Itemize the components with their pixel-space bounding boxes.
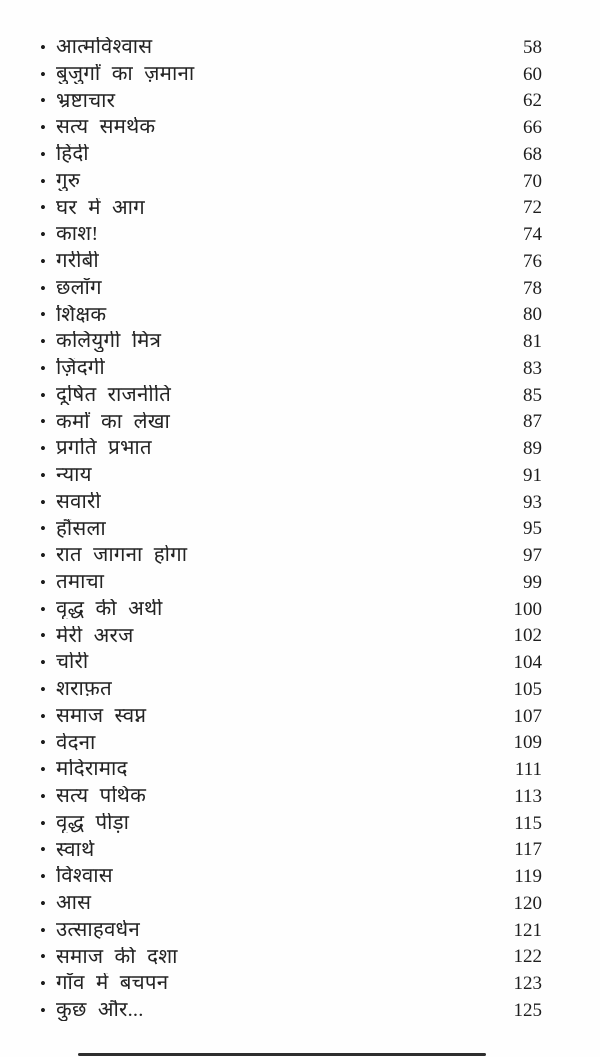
toc-item-title: मेरी अरज bbox=[56, 625, 134, 647]
bullet-icon: • bbox=[40, 358, 46, 378]
bullet-icon: • bbox=[40, 37, 46, 57]
toc-row bbox=[40, 382, 542, 409]
bullet-icon: • bbox=[40, 198, 46, 218]
toc-item-page: 100 bbox=[513, 598, 542, 620]
toc-row bbox=[40, 435, 542, 462]
toc-item-page: 70 bbox=[523, 170, 542, 192]
toc-row bbox=[40, 248, 542, 275]
bullet-icon: • bbox=[40, 332, 46, 352]
toc-item-title: विश्वास bbox=[56, 866, 113, 887]
toc-row bbox=[40, 810, 542, 837]
toc-item-page: 97 bbox=[523, 545, 542, 567]
bullet-icon: • bbox=[40, 706, 46, 726]
toc-item-page: 89 bbox=[523, 438, 542, 460]
bullet-icon: • bbox=[40, 626, 46, 646]
toc-item-page: 120 bbox=[513, 892, 542, 914]
toc-row bbox=[40, 88, 542, 115]
bullet-icon: • bbox=[40, 118, 46, 138]
toc-row bbox=[40, 542, 542, 569]
toc-item-title: न्याय bbox=[56, 465, 92, 486]
bullet-icon: • bbox=[40, 733, 46, 753]
toc-item-title: शराफ़त bbox=[56, 679, 112, 700]
toc-item-title: बुजुर्गों का ज़माना bbox=[56, 63, 195, 85]
toc-item-page: 105 bbox=[513, 678, 542, 700]
bullet-icon: • bbox=[40, 840, 46, 860]
bullet-icon: • bbox=[40, 572, 46, 592]
toc-list bbox=[40, 34, 542, 1024]
toc-row bbox=[40, 997, 542, 1024]
toc-item-title: गरीबी bbox=[56, 251, 99, 272]
page-bottom-scan-line bbox=[78, 1053, 486, 1056]
toc-item-title: घर में आग bbox=[56, 197, 145, 219]
toc-row bbox=[40, 302, 542, 329]
toc-item-page: 60 bbox=[523, 63, 542, 85]
toc-item-page: 125 bbox=[513, 999, 542, 1021]
bullet-icon: • bbox=[40, 546, 46, 566]
toc-row bbox=[40, 114, 542, 141]
toc-row bbox=[40, 275, 542, 302]
toc-row bbox=[40, 328, 542, 355]
bullet-icon: • bbox=[40, 813, 46, 833]
toc-item-page: 123 bbox=[513, 973, 542, 995]
toc-row bbox=[40, 863, 542, 890]
toc-item-page: 91 bbox=[523, 464, 542, 486]
toc-row bbox=[40, 944, 542, 971]
toc-item-title: गुरु bbox=[56, 170, 81, 192]
toc-item-title: ज़िंदगी bbox=[56, 358, 105, 379]
toc-item-title: वृद्ध पीड़ा bbox=[56, 812, 130, 834]
toc-item-page: 113 bbox=[514, 785, 542, 807]
bullet-icon: • bbox=[40, 278, 46, 298]
toc-item-title: छलाँग bbox=[56, 277, 102, 299]
toc-item-page: 78 bbox=[523, 277, 542, 299]
toc-item-title: वृद्ध की अर्थी bbox=[56, 598, 163, 620]
bullet-icon: • bbox=[40, 653, 46, 673]
toc-item-page: 62 bbox=[523, 90, 542, 112]
toc-item-title: दूषित राजनीति bbox=[56, 384, 172, 406]
toc-item-title: प्रगति प्रभात bbox=[56, 438, 152, 459]
toc-row bbox=[40, 569, 542, 596]
toc-item-page: 93 bbox=[523, 491, 542, 513]
toc-item-page: 104 bbox=[513, 652, 542, 674]
toc-item-page: 95 bbox=[523, 518, 542, 540]
toc-item-page: 111 bbox=[514, 759, 542, 781]
toc-item-page: 87 bbox=[523, 411, 542, 433]
bullet-icon: • bbox=[40, 251, 46, 271]
toc-item-page: 74 bbox=[523, 224, 542, 246]
toc-row bbox=[40, 596, 542, 623]
toc-item-page: 76 bbox=[523, 250, 542, 272]
toc-row bbox=[40, 649, 542, 676]
toc-item-title: हौंसला bbox=[56, 518, 106, 540]
toc-item-page: 58 bbox=[523, 36, 542, 58]
toc-item-page: 117 bbox=[514, 839, 542, 861]
toc-item-page: 68 bbox=[523, 143, 542, 165]
toc-item-page: 72 bbox=[523, 197, 542, 219]
toc-item-page: 81 bbox=[523, 331, 542, 353]
toc-item-title: सत्य समर्थक bbox=[56, 117, 156, 138]
bullet-icon: • bbox=[40, 171, 46, 191]
toc-row bbox=[40, 489, 542, 516]
toc-item-page: 115 bbox=[514, 812, 542, 834]
toc-item-page: 83 bbox=[523, 357, 542, 379]
bullet-icon: • bbox=[40, 760, 46, 780]
bullet-icon: • bbox=[40, 225, 46, 245]
toc-row bbox=[40, 34, 542, 61]
toc-item-title: हिंदी bbox=[56, 144, 89, 165]
toc-row bbox=[40, 516, 542, 543]
toc-item-title: सवारी bbox=[56, 491, 101, 513]
toc-item-title: काश! bbox=[56, 224, 99, 245]
toc-item-page: 119 bbox=[514, 866, 542, 888]
bullet-icon: • bbox=[40, 64, 46, 84]
toc-item-title: वेदना bbox=[56, 732, 96, 754]
toc-item-title: शिक्षक bbox=[56, 304, 107, 326]
bullet-icon: • bbox=[40, 519, 46, 539]
toc-row bbox=[40, 221, 542, 248]
bullet-icon: • bbox=[40, 679, 46, 699]
toc-item-title: गाँव में बचपन bbox=[56, 973, 169, 994]
toc-row bbox=[40, 676, 542, 703]
bullet-icon: • bbox=[40, 1000, 46, 1020]
bullet-icon: • bbox=[40, 412, 46, 432]
toc-item-title: सत्य पथिक bbox=[56, 786, 147, 807]
toc-row bbox=[40, 355, 542, 382]
toc-item-page: 109 bbox=[513, 732, 542, 754]
bullet-icon: • bbox=[40, 974, 46, 994]
toc-item-page: 80 bbox=[523, 304, 542, 326]
bullet-icon: • bbox=[40, 91, 46, 111]
toc-row bbox=[40, 195, 542, 222]
bullet-icon: • bbox=[40, 599, 46, 619]
toc-item-title: स्वार्थ bbox=[56, 839, 95, 861]
toc-row bbox=[40, 730, 542, 757]
toc-item-title: आत्मविश्वास bbox=[56, 37, 153, 58]
toc-row bbox=[40, 890, 542, 917]
toc-row bbox=[40, 462, 542, 489]
bullet-icon: • bbox=[40, 867, 46, 887]
toc-item-page: 102 bbox=[513, 625, 542, 647]
toc-row bbox=[40, 970, 542, 997]
toc-item-title: चोरी bbox=[56, 652, 89, 673]
toc-item-title: तमाचा bbox=[56, 572, 105, 593]
toc-item-title: कलियुगी मित्र bbox=[56, 331, 162, 352]
bullet-icon: • bbox=[40, 305, 46, 325]
toc-item-page: 122 bbox=[513, 946, 542, 968]
toc-row bbox=[40, 783, 542, 810]
toc-item-page: 121 bbox=[513, 919, 542, 941]
toc-item-page: 99 bbox=[523, 571, 542, 593]
bullet-icon: • bbox=[40, 385, 46, 405]
bullet-icon: • bbox=[40, 492, 46, 512]
toc-row bbox=[40, 168, 542, 195]
toc-row bbox=[40, 61, 542, 88]
bullet-icon: • bbox=[40, 920, 46, 940]
bullet-icon: • bbox=[40, 947, 46, 967]
toc-item-title: मदिरामाद bbox=[56, 759, 128, 780]
bullet-icon: • bbox=[40, 893, 46, 913]
toc-row bbox=[40, 623, 542, 650]
toc-item-title: समाज की दशा bbox=[56, 946, 178, 968]
toc-row bbox=[40, 703, 542, 730]
toc-item-title: रात जागना होगा bbox=[56, 545, 188, 566]
toc-row bbox=[40, 837, 542, 864]
toc-item-title: भ्रष्टाचार bbox=[56, 90, 116, 112]
toc-row bbox=[40, 756, 542, 783]
toc-item-title: आस bbox=[56, 893, 92, 914]
toc-item-title: कर्मों का लेखा bbox=[56, 411, 170, 433]
toc-item-title: समाज स्वप्न bbox=[56, 705, 147, 727]
bullet-icon: • bbox=[40, 439, 46, 459]
toc-row bbox=[40, 141, 542, 168]
bullet-icon: • bbox=[40, 144, 46, 164]
toc-item-page: 107 bbox=[513, 705, 542, 727]
toc-item-page: 85 bbox=[523, 384, 542, 406]
toc-row bbox=[40, 917, 542, 944]
toc-item-page: 66 bbox=[523, 117, 542, 139]
bullet-icon: • bbox=[40, 786, 46, 806]
bullet-icon: • bbox=[40, 465, 46, 485]
toc-item-title: उत्साहवर्धन bbox=[56, 919, 140, 941]
toc-row bbox=[40, 409, 542, 436]
toc-item-title: कुछ और... bbox=[56, 1000, 144, 1021]
